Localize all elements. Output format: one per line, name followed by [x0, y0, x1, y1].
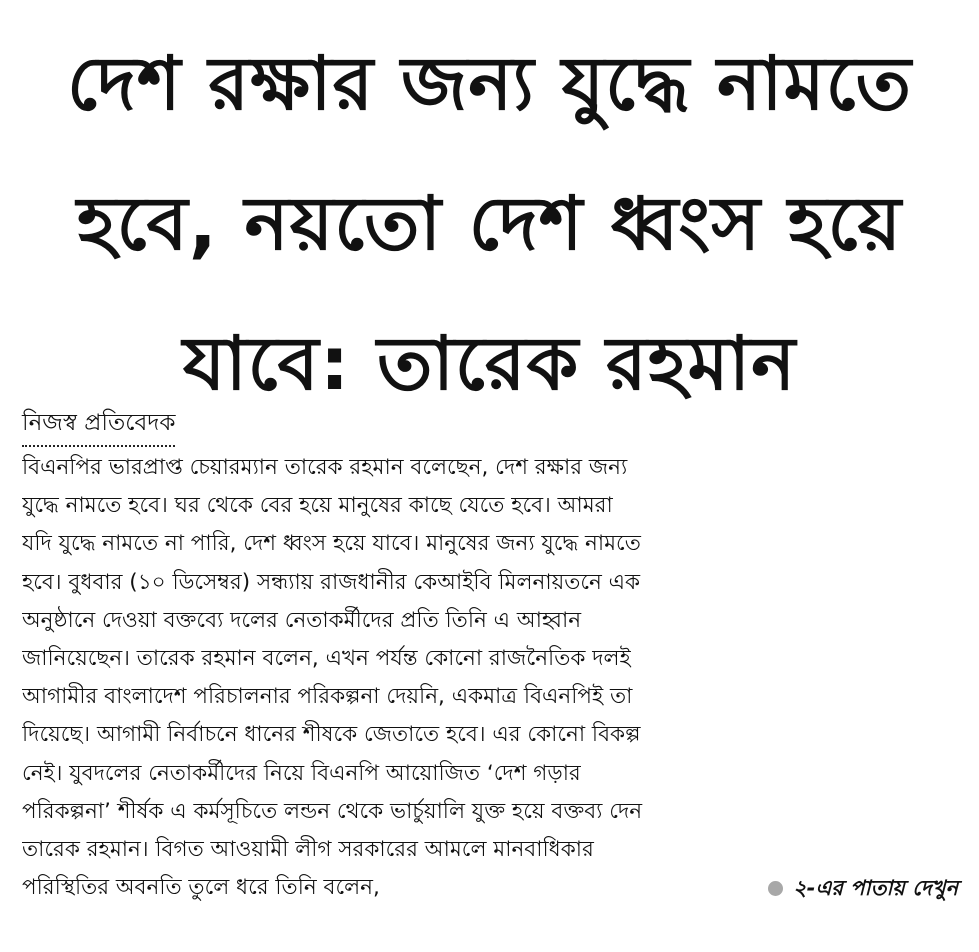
continued-on-page-link[interactable]: [768, 869, 958, 907]
continued-label: ২-এর পাতায় দেখুন: [793, 876, 958, 901]
body-line-5: অনুষ্ঠানে দেওয়া বক্তব্যে দলের নেতাকর্মীদের প্রতি তিনি এ আহ্বান: [22, 607, 582, 633]
body-line-3: যদি যুদ্ধে নামতে না পারি, দেশ ধ্বংস হয়ে যাবে। মানুষের জন্য যুদ্ধে নামতে: [22, 531, 641, 557]
byline: নিজস্ব প্রতিবেদক: [22, 403, 175, 447]
body-line-11: তারেক রহমান। বিগত আওয়ামী লীগ সরকারের আমলে মানবাধিকার: [22, 836, 594, 862]
headline: [10, 14, 969, 434]
body-line-10: পরিকল্পনা’ শীর্ষক এ কর্মসূচিতে লন্ডন থেকে ভার্চুয়ালি যুক্ত হয়ে বক্তব্য দেন: [22, 798, 643, 824]
body-line-8: দিয়েছে। আগামী নির্বাচনে ধানের শীষকে জেতাতে হবে। এর কোনো বিকল্প: [22, 722, 641, 748]
body-line-4: হবে। বুধবার (১০ ডিসেম্বর) সন্ধ্যায় রাজধানীর কেআইবি মিলনায়তনে এক: [22, 569, 641, 595]
body-line-9: নেই। যুবদলের নেতাকর্মীদের নিয়ে বিএনপি আয়োজিত ‘দেশ গড়ার: [22, 760, 581, 786]
bullet-icon: [768, 881, 783, 896]
body-line-7: আগামীর বাংলাদেশ পরিচালনার পরিকল্পনা দেয়নি, একমাত্র বিএনপিই তা: [22, 684, 633, 710]
headline-line-3: যাবে: তারেক রহমান: [182, 321, 797, 407]
article-body: [22, 449, 958, 907]
body-line-6: জানিয়েছেন। তারেক রহমান বলেন, এখন পর্যন্ত কোনো রাজনৈতিক দলই: [22, 645, 631, 671]
headline-line-1: দেশ রক্ষার জন্য যুদ্ধে নামতে: [66, 41, 912, 127]
body-line-12: পরিস্থিতির অবনতি তুলে ধরে তিনি বলেন,: [22, 875, 380, 901]
body-last-line: [22, 869, 958, 907]
body-line-2: যুদ্ধে নামতে হবে। ঘর থেকে বের হয়ে মানুষের কাছে যেতে হবে। আমরা: [22, 493, 613, 519]
headline-line-2: হবে, নয়তো দেশ ধ্বংস হয়ে: [76, 181, 903, 267]
body-line-1: বিএনপির ভারপ্রাপ্ত চেয়ারম্যান তারেক রহমান বলেছেন, দেশ রক্ষার জন্য: [22, 455, 628, 480]
